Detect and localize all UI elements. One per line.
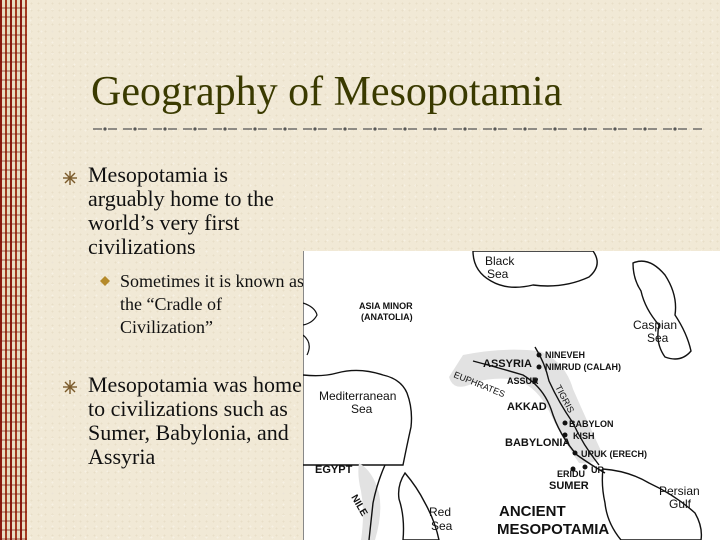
assyria-label: ASSYRIA [483,358,532,370]
babylonia-label: BABYLONIA [505,437,571,449]
babylon-label: BABYLON [569,419,614,429]
mesopotamia-map [303,251,720,540]
eridu-label: ERIDU [557,469,586,479]
red-sea-label: Sea [431,519,453,533]
mediterranean-label: Mediterranean [319,389,397,403]
sub-bullet-text: Sometimes it is known as the “Cradle of Civilization” [120,271,304,337]
persian-gulf-label: Persian [659,484,700,498]
black-sea-label: Black [485,254,515,268]
bullet-text: Mesopotamia is arguably home to the world’s very first civilizations [88,162,274,259]
akkad-label: AKKAD [507,401,547,413]
bullet-star-icon [63,171,77,185]
nile-label: NILE [348,493,370,519]
anatolia-label: (ANATOLIA) [361,312,413,322]
mediterranean-label: Sea [351,402,373,416]
black-sea-label: Sea [487,267,509,281]
sumer-label: SUMER [549,480,589,492]
bullet-text: Mesopotamia was home to civilizations such as Sumer, Babylonia, and Assyria [88,372,302,469]
caspian-sea-label: Sea [647,331,669,345]
persian-gulf-label: Gulf [669,497,692,511]
map-title: ANCIENT [499,503,566,520]
uruk-label: URUK (ERECH) [581,449,647,459]
asia-minor-label: ASIA MINOR [359,301,413,311]
egypt-label: EGYPT [315,464,353,476]
nimrud-label: NIMRUD (CALAH) [545,362,621,372]
sub-bullet-diamond-icon [100,276,110,286]
ur-label: UR [591,465,604,475]
mediterranean-coast [303,370,412,465]
tigris-label: TIGRIS [553,383,577,415]
red-sea-label: Red [429,505,452,519]
euphrates-label: EUPHRATES [452,369,507,400]
kish-label: KISH [573,431,595,441]
bullet-star-icon [63,380,77,394]
nineveh-label: NINEVEH [545,350,586,360]
assur-label: ASSUR [507,376,539,386]
caspian-sea-label: Caspian [633,318,678,332]
title-divider [93,122,703,136]
slide-title: Geography of Mesopotamia [91,69,563,115]
decorative-left-border [0,0,27,540]
map-title: MESOPOTAMIA [497,521,610,538]
